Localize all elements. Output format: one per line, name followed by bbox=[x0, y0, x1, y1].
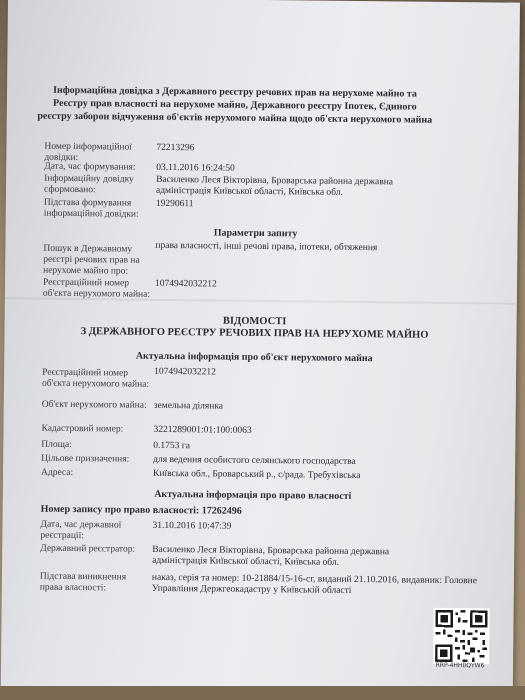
ownership-row bbox=[39, 571, 480, 596]
object-row bbox=[41, 366, 462, 390]
object-value: земельна ділянка bbox=[153, 400, 224, 412]
ownership-row bbox=[40, 519, 461, 542]
param-row bbox=[42, 277, 463, 300]
object-label: Кадастровий номер: bbox=[41, 423, 124, 435]
param-value: 1074942032212 bbox=[154, 278, 217, 290]
ownership-row bbox=[40, 543, 460, 568]
ownership-label: Підстава виникнення права власності: bbox=[39, 571, 127, 594]
object-label: Об'єкт нерухомого майна: bbox=[41, 399, 147, 411]
object-value: для ведення особистого селянського господарства bbox=[153, 454, 356, 467]
object-label: Реєстраційний номер об'єкта нерухомого майна: bbox=[41, 367, 150, 390]
info-label: Підстава формування інформаційної довідки: bbox=[43, 197, 139, 220]
param-value: права власності, інші речові права, іпотеки, обтяження bbox=[155, 240, 378, 254]
document-page bbox=[1, 0, 520, 693]
object-value: 3221289001:01:100:0063 bbox=[153, 424, 252, 436]
ownership-value: наказ, серія та номер: 10-21884/15-16-сг, виданий 21.10.2016, видавник: Головне Управління Держгеокадастру у Київській області bbox=[151, 572, 478, 596]
object-label: Площа: bbox=[41, 439, 72, 451]
info-label: Дата, час формування: bbox=[44, 161, 136, 173]
ownership-value: Василенко Леся Вікторівна, Броварська районна державна адміністрація Київської області, Київська обл. bbox=[152, 544, 390, 568]
ownership-label: Дата, час державної реєстрації: bbox=[40, 519, 122, 542]
qr-code-icon bbox=[433, 608, 490, 665]
params-title: Параметри запиту bbox=[213, 227, 298, 240]
param-label: Реєстраційний номер об'єкта нерухомого майна: bbox=[42, 277, 151, 300]
info-value: 72213296 bbox=[156, 142, 195, 154]
section-title-2: З ДЕРЖАВНОГО РЕЄСТРУ РЕЧОВИХ ПРАВ НА НЕРУХОМЕ МАЙНО bbox=[80, 326, 429, 341]
object-label: Адреса: bbox=[40, 467, 74, 479]
object-value: Київська обл., Броварський р., с/рада. Требухівська bbox=[152, 468, 361, 482]
info-label: Номер інформаційної довідки: bbox=[44, 141, 132, 164]
section-title: ВІДОМОСТІ bbox=[222, 315, 287, 328]
ownership-value: 31.10.2016 10:47:39 bbox=[152, 520, 232, 532]
ownership-label: Державний реєстратор: bbox=[40, 543, 136, 555]
table-edge bbox=[0, 686, 525, 700]
ownership-record-number: Номер запису про право власності: 17262496 bbox=[40, 503, 242, 517]
object-value: 0.1753 га bbox=[153, 440, 191, 452]
document-header: Інформаційна довідка з Державного реєстру речових прав на нерухоме майно та Реєстру прав власності на нерухоме майно, Державного реєстру Іпотек, Єдиного реєстру заборон відчуження об'єктів нерухомого майна щодо об'єкта нерухомого майна bbox=[37, 84, 433, 126]
object-row bbox=[41, 399, 462, 412]
object-subtitle: Актуальна інформація про об'єкт нерухомого майна bbox=[135, 350, 373, 365]
object-label: Цільове призначення: bbox=[41, 453, 130, 465]
info-label: Інформаційну довідку сформовано: bbox=[43, 173, 134, 196]
object-row bbox=[41, 423, 462, 436]
info-value: 03.11.2016 16:24:50 bbox=[156, 162, 235, 174]
info-row bbox=[44, 161, 464, 174]
param-row bbox=[43, 240, 463, 277]
ownership-title: Актуальна інформація про право власності bbox=[154, 488, 352, 502]
qr-code-label: RRP-4HH0QYW6 bbox=[435, 661, 485, 670]
object-row bbox=[41, 439, 461, 452]
info-row bbox=[44, 141, 465, 164]
info-value: Василенко Леся Вікторівна, Броварська районна державна адміністрація Київської області, Київська обл. bbox=[155, 174, 394, 198]
info-value: 19290611 bbox=[155, 198, 194, 210]
param-label: Пошук в Державному реєстрі речових прав на нерухоме майно про: bbox=[43, 243, 140, 277]
object-value: 1074942032212 bbox=[154, 366, 216, 378]
